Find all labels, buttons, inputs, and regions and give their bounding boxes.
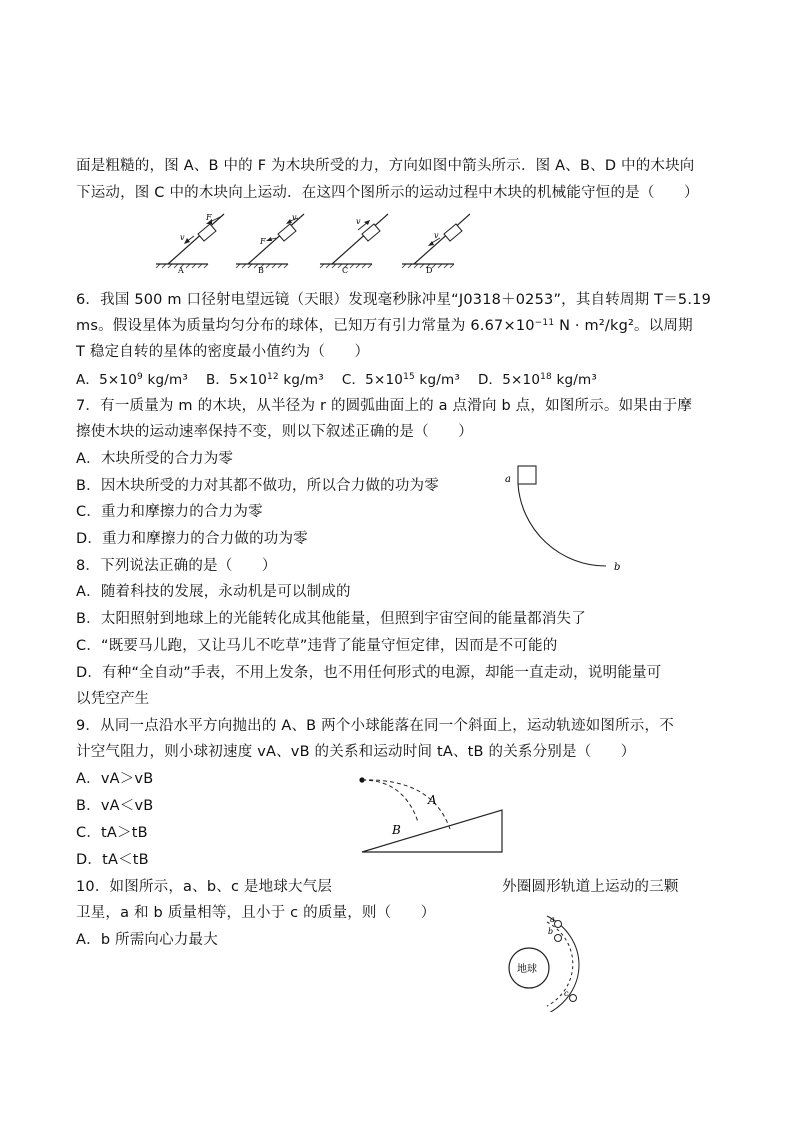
q8-option-c[interactable]: C．“既要马儿跑，又让马儿不吃草”违背了能量守恒定律，因而是不可能的 — [76, 638, 558, 654]
q10-orbit-figure — [500, 910, 610, 1012]
q6-option-a[interactable]: A．$5\times 10^9$ kg/m³ — [76, 372, 188, 388]
q5-line-1: 面是粗糙的，图 A、B 中的 F 为木块所受的力，方向如图中箭头所示．图 A、B、D 中的木块向 — [76, 158, 695, 174]
svg-text:v: v — [356, 217, 361, 226]
q7-option-c[interactable]: C．重力和摩擦力的合力为零 — [76, 504, 263, 520]
q9-projectile-figure — [352, 772, 508, 854]
q9-trajectory-a — [362, 780, 450, 829]
svg-text:B: B — [392, 823, 401, 837]
q6-option-b[interactable]: B．$5\times 10^{12}$ kg/m³ — [205, 372, 324, 388]
q7-block — [518, 466, 536, 484]
q7-option-b[interactable]: B．因木块所受的力对其都不做功，所以合力做的功为零 — [76, 478, 439, 494]
q9-line-1: 9．从同一点沿水平方向抛出的 A、B 两个小球能落在同一个斜面上，运动轨迹如图所示，不 — [76, 718, 674, 734]
q7-line-1: 7．有一质量为 m 的木块，从半径为 r 的圆弧曲面上的 a 点滑向 b 点，如图所示。如果由于摩 — [76, 398, 693, 414]
q6-line-2: ms。假设星体为质量均匀分布的球体，已知万有引力常量为 $6.67\times 10^{-11}$ N · m²/kg²。以周期 — [76, 318, 693, 334]
svg-text:A: A — [428, 793, 437, 807]
q9-line-2: 计空气阻力，则小球初速度 vA、vB 的关系和运动时间 tA、tB 的关系分别是（ ） — [76, 744, 636, 760]
q7-line-2: 擦使木块的运动速率保持不变，则以下叙述正确的是（ ） — [76, 424, 473, 440]
q10-line-1: 10．如图所示，a、b、c 是地球大气层 外圈圆形轨道上运动的三颗 — [76, 879, 679, 895]
svg-text:b: b — [614, 562, 621, 573]
q6-line-1: 6．我国 500 m 口径射电望远镜（天眼）发现毫秒脉冲星“J0318＋0253”，其自转周期 T＝5.19 — [76, 292, 712, 308]
q8-option-b[interactable]: B．太阳照射到地球上的光能转化成其他能量，但照到宇宙空间的能量都消失了 — [76, 611, 586, 627]
q9-trajectory-b — [362, 780, 418, 822]
svg-text:a: a — [550, 915, 555, 924]
svg-text:D: D — [426, 266, 433, 274]
svg-text:C: C — [342, 266, 349, 274]
q7-arc — [518, 484, 606, 566]
q9-option-c[interactable]: C．tA＞tB — [76, 825, 148, 841]
q10-option-a[interactable]: A．b 所需向心力最大 — [76, 932, 218, 948]
svg-text:A: A — [178, 266, 184, 274]
q9-incline — [362, 810, 502, 852]
q8-line-1: 8．下列说法正确的是（ ） — [76, 558, 277, 574]
q7-option-d[interactable]: D．重力和摩擦力的合力做的功为零 — [76, 531, 308, 547]
q10-satellite-b — [555, 935, 562, 942]
svg-text:a: a — [505, 474, 511, 485]
q8-option-a[interactable]: A．随着科技的发展，永动机是可以制成的 — [76, 584, 351, 600]
q9-option-b[interactable]: B．vA＜vB — [76, 798, 154, 814]
q5-figure-a — [156, 213, 224, 274]
q9-option-a[interactable]: A．vA＞vB — [76, 771, 154, 787]
svg-text:v: v — [292, 213, 297, 222]
q6-option-c[interactable]: C．$5\times 10^{15}$ kg/m³ — [341, 372, 460, 388]
svg-text:v: v — [180, 233, 185, 242]
q5-figure-d — [402, 214, 470, 274]
q7-arc-figure — [500, 460, 630, 575]
svg-text:地球: 地球 — [517, 964, 537, 975]
q6-options — [76, 370, 597, 390]
svg-text:B: B — [258, 266, 264, 274]
q10-satellite-a — [555, 921, 562, 928]
q5-incline-figures — [150, 210, 470, 274]
q6-option-d[interactable]: D．$5\times 10^{18}$ kg/m³ — [477, 372, 597, 388]
q10-satellite-c — [570, 995, 577, 1002]
svg-text:F: F — [260, 237, 266, 246]
svg-text:F: F — [206, 213, 212, 222]
q5-figure-b — [236, 213, 304, 274]
q5-line-2: 下运动，图 C 中的木块向上运动．在这四个图所示的运动过程中木块的机械能守恒的是（ ） — [76, 185, 699, 201]
q6-line-3: T 稳定自转的星体的密度最小值约为（ ） — [76, 344, 370, 360]
svg-text:v: v — [434, 231, 439, 240]
q10-line-2: 卫星，a 和 b 质量相等，且小于 c 的质量，则（ ） — [76, 905, 436, 921]
q8-option-d[interactable]: D．有种“全自动”手表，不用上发条，也不用任何形式的电源，却能一直走动，说明能量可 — [76, 665, 662, 681]
svg-text:b: b — [548, 927, 554, 936]
q7-option-a[interactable]: A．木块所受的合力为零 — [76, 451, 234, 467]
q9-option-d[interactable]: D．tA＜tB — [76, 852, 149, 868]
q8-option-d-cont: 以凭空产生 — [76, 691, 150, 707]
svg-text:c: c — [564, 989, 569, 998]
q5-figure-c — [320, 214, 388, 274]
